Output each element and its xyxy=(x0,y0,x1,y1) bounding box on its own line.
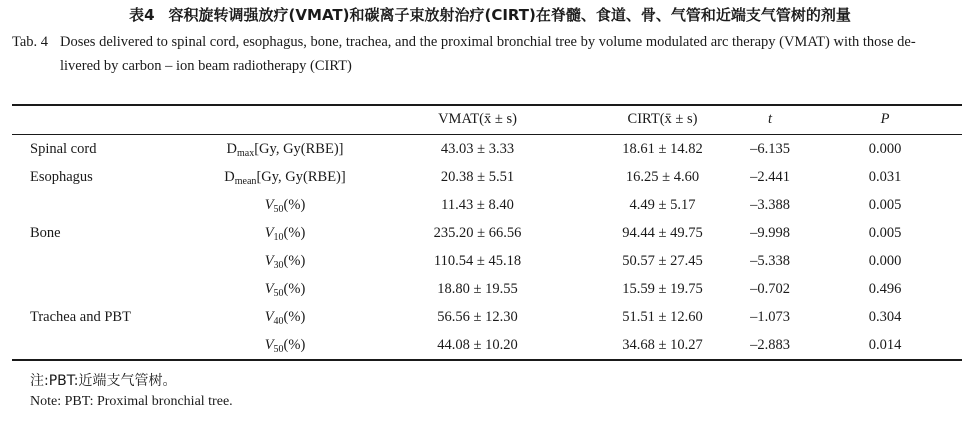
table-bottom-rule xyxy=(12,359,962,361)
row-t: –2.883 xyxy=(750,337,790,353)
param-subscript: 50 xyxy=(273,344,284,355)
row-t: –0.702 xyxy=(750,281,790,297)
row-parameter xyxy=(200,140,370,163)
row-vmat: 110.54 ± 45.18 xyxy=(433,253,522,269)
note-cn: 注:PBT:近端支气管树。 xyxy=(30,373,177,389)
param-symbol: D xyxy=(226,141,237,157)
row-t: –2.441 xyxy=(750,169,790,185)
row-category: Bone xyxy=(30,225,61,241)
table-label-en: Tab. 4 xyxy=(12,34,49,50)
table-title-en xyxy=(12,34,972,80)
row-t: –5.338 xyxy=(750,253,790,269)
row-p: 0.014 xyxy=(868,337,902,353)
row-t: –1.073 xyxy=(750,309,790,325)
row-vmat: 56.56 ± 12.30 xyxy=(437,309,518,325)
header-t: t xyxy=(767,111,773,127)
caption-en-text1: Doses delivered to spinal cord, esophagus, bone, trachea, and the proximal bronchial tree by volume modulated arc therapy (VMAT) with those de- xyxy=(60,34,916,50)
param-symbol: V xyxy=(264,337,274,353)
param-symbol: V xyxy=(264,281,274,297)
table-top-rule xyxy=(12,104,962,106)
param-subscript: 30 xyxy=(273,260,284,271)
param-unit: (%) xyxy=(283,253,306,269)
header-p: P xyxy=(880,111,890,127)
param-unit: (%) xyxy=(283,225,306,241)
row-vmat: 44.08 ± 10.20 xyxy=(437,337,518,353)
table-title-cn xyxy=(0,4,980,25)
row-p: 0.496 xyxy=(868,281,902,297)
row-vmat: 43.03 ± 3.33 xyxy=(440,141,515,157)
param-unit: [Gy, Gy(RBE)] xyxy=(256,169,346,185)
param-subscript: 50 xyxy=(273,288,284,299)
row-parameter xyxy=(200,252,370,275)
row-cirt: 15.59 ± 19.75 xyxy=(622,281,703,297)
note-en: Note: PBT: Proximal bronchial tree. xyxy=(30,394,233,409)
row-vmat: 11.43 ± 8.40 xyxy=(441,197,514,213)
param-symbol: V xyxy=(264,309,274,325)
row-parameter xyxy=(200,168,370,191)
row-parameter xyxy=(200,196,370,219)
param-unit: (%) xyxy=(283,281,306,297)
row-vmat: 20.38 ± 5.51 xyxy=(440,169,515,185)
row-p: 0.304 xyxy=(868,309,902,325)
caption-en-line1 xyxy=(12,28,916,56)
param-symbol: V xyxy=(264,197,274,213)
table-caption-cn: 容积旋转调强放疗(VMAT)和碳离子束放射治疗(CIRT)在脊髓、食道、骨、气管和近端支气管树的剂量 xyxy=(168,6,851,24)
row-p: 0.005 xyxy=(868,225,902,241)
row-p: 0.000 xyxy=(868,253,902,269)
row-cirt: 51.51 ± 12.60 xyxy=(622,309,703,325)
row-cirt: 4.49 ± 5.17 xyxy=(629,197,696,213)
row-parameter xyxy=(200,224,370,247)
row-category: Spinal cord xyxy=(30,141,97,157)
caption-en-line2: livered by carbon – ion beam radiotherapy (CIRT) xyxy=(60,58,352,74)
row-cirt: 94.44 ± 49.75 xyxy=(622,225,703,241)
row-t: –6.135 xyxy=(750,141,790,157)
table-header-rule xyxy=(12,134,962,135)
param-unit: [Gy, Gy(RBE)] xyxy=(254,141,344,157)
row-cirt: 50.57 ± 27.45 xyxy=(622,253,703,269)
header-vmat: VMAT(x̄ ± s) xyxy=(438,111,517,127)
param-subscript: 50 xyxy=(273,204,284,215)
row-cirt: 18.61 ± 14.82 xyxy=(622,141,703,157)
param-unit: (%) xyxy=(283,197,306,213)
row-category: Esophagus xyxy=(30,169,93,185)
param-subscript: 40 xyxy=(273,316,284,327)
row-cirt: 16.25 ± 4.60 xyxy=(625,169,700,185)
row-vmat: 235.20 ± 66.56 xyxy=(433,225,522,241)
row-p: 0.031 xyxy=(868,169,902,185)
table-label-cn: 表4 xyxy=(129,6,155,24)
param-subscript: mean xyxy=(234,176,257,187)
row-p: 0.005 xyxy=(868,197,902,213)
header-cirt: CIRT(x̄ ± s) xyxy=(627,111,698,127)
param-unit: (%) xyxy=(283,309,306,325)
row-parameter xyxy=(200,336,370,359)
param-symbol: D xyxy=(224,169,235,185)
param-subscript: 10 xyxy=(273,232,284,243)
row-t: –9.998 xyxy=(750,225,790,241)
param-unit: (%) xyxy=(283,337,306,353)
row-parameter xyxy=(200,308,370,331)
param-symbol: V xyxy=(264,253,274,269)
row-category: Trachea and PBT xyxy=(30,309,131,325)
row-t: –3.388 xyxy=(750,197,790,213)
row-parameter xyxy=(200,280,370,303)
param-symbol: V xyxy=(264,225,274,241)
row-p: 0.000 xyxy=(868,141,902,157)
row-cirt: 34.68 ± 10.27 xyxy=(622,337,703,353)
param-subscript: max xyxy=(237,148,255,159)
row-vmat: 18.80 ± 19.55 xyxy=(437,281,518,297)
